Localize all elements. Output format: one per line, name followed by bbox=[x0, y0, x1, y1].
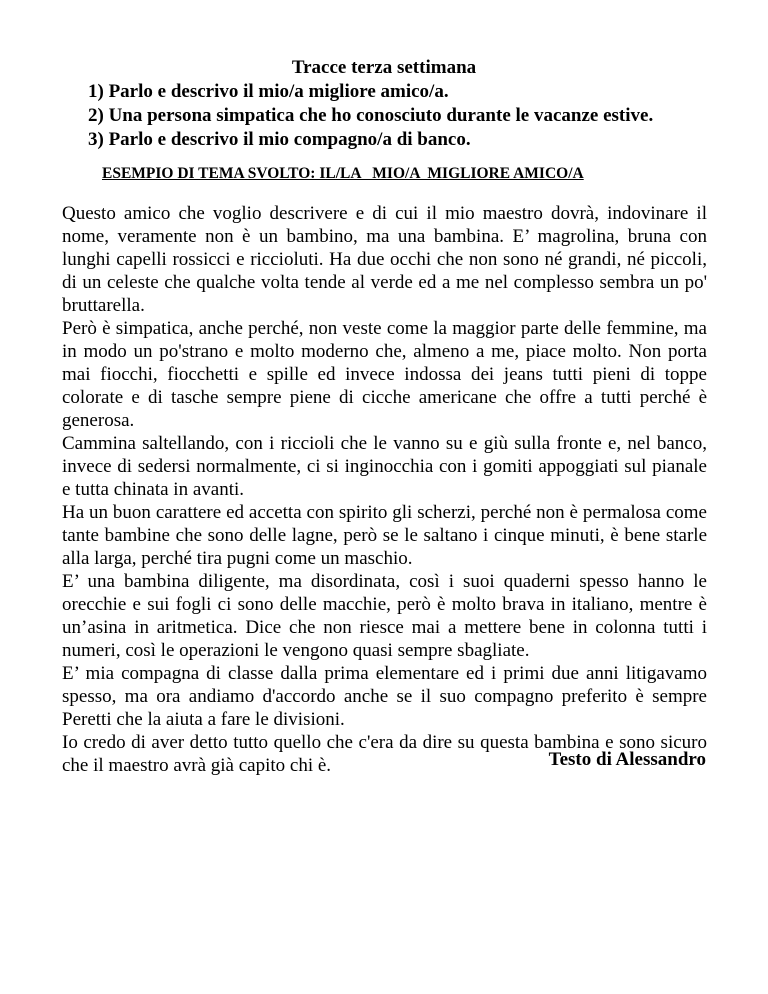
essay-paragraph-1: Questo amico che voglio descrivere e di cui il mio maestro dovrà, indovinare il nome, veramente non è un bambino, ma una bambina. E’ magrolina, bruna con lunghi capelli rossicci e riccioluti. Ha due occhi che non sono né grandi, né piccoli, di un celeste che qualche volta tende al verde ed a me nel complesso sembra un po' bruttarella. bbox=[62, 203, 707, 316]
document-title: Tracce terza settimana bbox=[291, 57, 477, 78]
tracce-list bbox=[88, 80, 653, 152]
traccia-item-1: 1) Parlo e descrivo il mio/a migliore amico/a. bbox=[88, 81, 449, 102]
traccia-item-3: 3) Parlo e descrivo il mio compagno/a di banco. bbox=[88, 129, 471, 150]
traccia-item-2: 2) Una persona simpatica che ho conosciuto durante le vacanze estive. bbox=[88, 105, 654, 126]
essay-paragraph-6: E’ mia compagna di classe dalla prima elementare ed i primi due anni litigavamo spesso, ma ora andiamo d'accordo anche se il suo compagno preferito è sempre Peretti che la aiuta a fare le divisioni. bbox=[62, 663, 707, 730]
essay-paragraph-2: Però è simpatica, anche perché, non veste come la maggior parte delle femmine, ma in modo un po'strano e molto moderno che, almeno a me, piace molto. Non porta mai fiocchi, fiocchetti e spille ed invece indossa dei jeans tutti pieni di toppe colorate e di tasche sempre piene di cicche americane che offre a tutti perché è generosa. bbox=[62, 318, 707, 431]
author-signature: Testo di Alessandro bbox=[548, 749, 706, 770]
essay-paragraph-7: Io credo di aver detto tutto quello che c'era da dire su questa bambina e sono sicuro che il maestro avrà già capito chi è. bbox=[62, 732, 707, 776]
essay-paragraph-5: E’ una bambina diligente, ma disordinata, così i suoi quaderni spesso hanno le orecchie e sui fogli ci sono delle macchie, però è molto brava in italiano, mentre è un’asina in aritmetica. Dice che non riesce mai a mettere bene in colonna tutti i numeri, così le operazioni le vengono quasi sempre sbagliate. bbox=[62, 571, 707, 661]
example-subtitle: ESEMPIO DI TEMA SVOLTO: IL/LA MIO/A MIGLIORE AMICO/A bbox=[102, 165, 584, 182]
essay-paragraph-4: Ha un buon carattere ed accetta con spirito gli scherzi, perché non è permalosa come tante bambine che sono delle lagne, però se le saltano i cinque minuti, è bene starle alla larga, perché tira pugni come un maschio. bbox=[62, 502, 707, 569]
essay-paragraph-3: Cammina saltellando, con i riccioli che le vanno su e giù sulla fronte e, nel banco, invece di sedersi normalmente, ci si inginocchia con i gomiti appoggiati sul pianale e tutta chinata in avanti. bbox=[62, 433, 707, 500]
essay-body bbox=[62, 202, 707, 777]
